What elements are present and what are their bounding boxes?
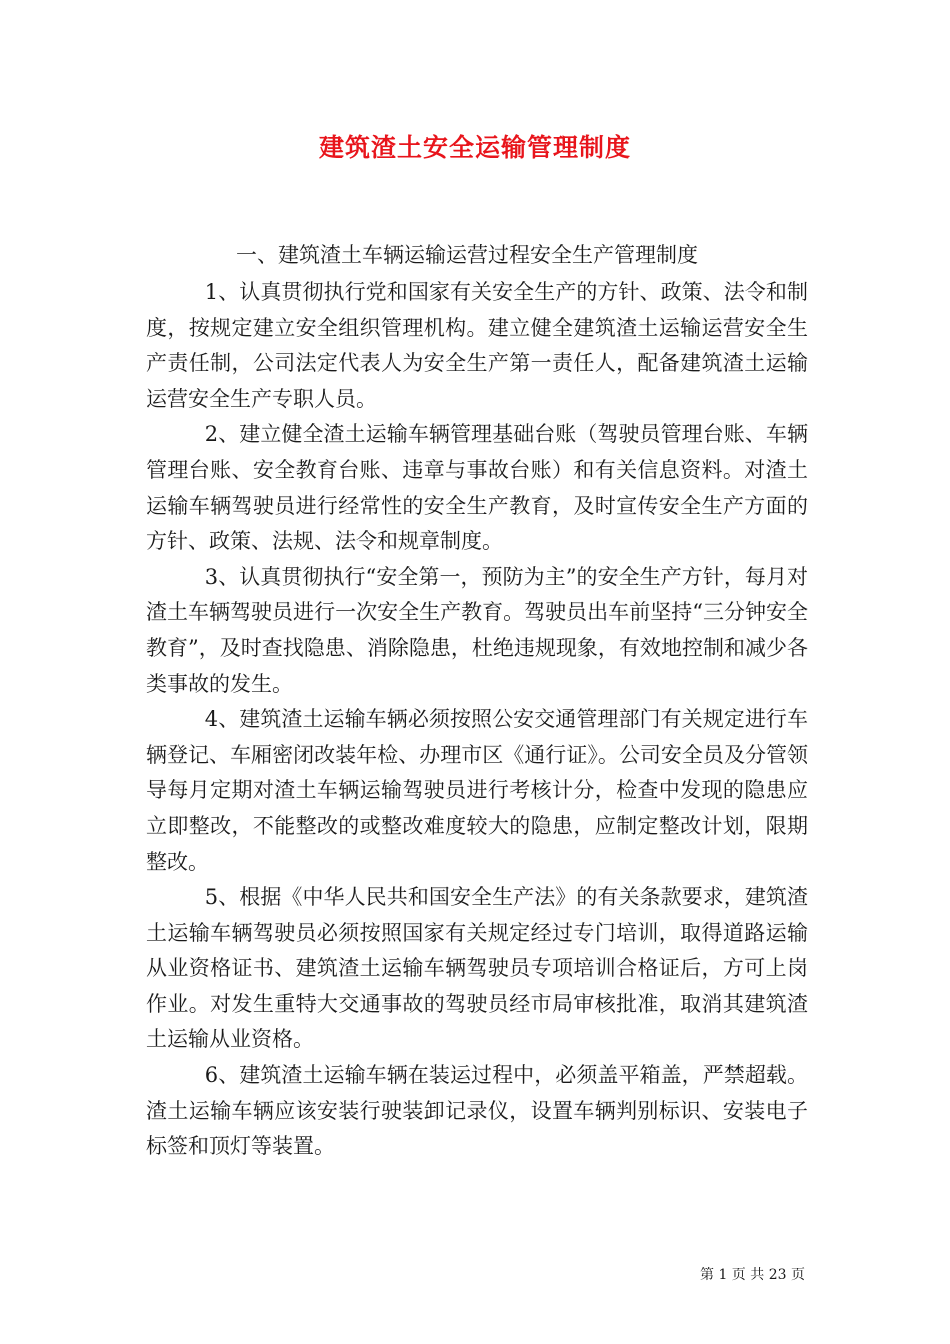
paragraph-5: 5、根据《中华人民共和国安全生产法》的有关条款要求，建筑渣土运输车辆驾驶员必须按照国家有关规定经过专门培训，取得道路运输从业资格证书、建筑渣土运输车辆驾驶员专项培训合格证后，方可上岗作业。对发生重特大交通事故的驾驶员经市局审核批准，取消其建筑渣土运输从业资格。 — [146, 885, 808, 1052]
paragraph-2: 2、建立健全渣土运输车辆管理基础台账（驾驶员管理台账、车辆管理台账、安全教育台账、违章与事故台账）和有关信息资料。对渣土运输车辆驾驶员进行经常性的安全生产教育，及时宣传安全生产方面的方针、政策、法规、法令和规章制度。 — [146, 422, 808, 554]
paragraph-4: 4、建筑渣土运输车辆必须按照公安交通管理部门有关规定进行车辆登记、车厢密闭改装年检、办理市区《通行证》。公司安全员及分管领导每月定期对渣土车辆运输驾驶员进行考核计分，检查中发现的隐患应立即整改，不能整改的或整改难度较大的隐患，应制定整改计划，限期整改。 — [146, 707, 808, 874]
paragraph-6: 6、建筑渣土运输车辆在装运过程中，必须盖平箱盖，严禁超载。渣土运输车辆应该安装行驶装卸记录仪，设置车辆判别标识、安装电子标签和顶灯等装置。 — [146, 1063, 808, 1159]
page-number-footer: 第 1 页 共 23 页 — [700, 1267, 805, 1283]
section-heading: 一、建筑渣土车辆运输运营过程安全生产管理制度 — [236, 243, 698, 267]
document-body — [146, 275, 808, 1165]
document-title: 建筑渣土安全运输管理制度 — [318, 133, 631, 162]
paragraph-3: 3、认真贯彻执行“安全第一，预防为主”的安全生产方针，每月对渣土车辆驾驶员进行一次安全生产教育。驾驶员出车前坚持“三分钟安全教育”，及时查找隐患、消除隐患，杜绝违规现象，有效地控制和减少各类事故的发生。 — [146, 564, 808, 696]
paragraph-1: 1、认真贯彻执行党和国家有关安全生产的方针、政策、法令和制度，按规定建立安全组织管理机构。建立健全建筑渣土运输运营安全生产责任制，公司法定代表人为安全生产第一责任人，配备建筑渣土运输运营安全生产专职人员。 — [146, 280, 808, 411]
